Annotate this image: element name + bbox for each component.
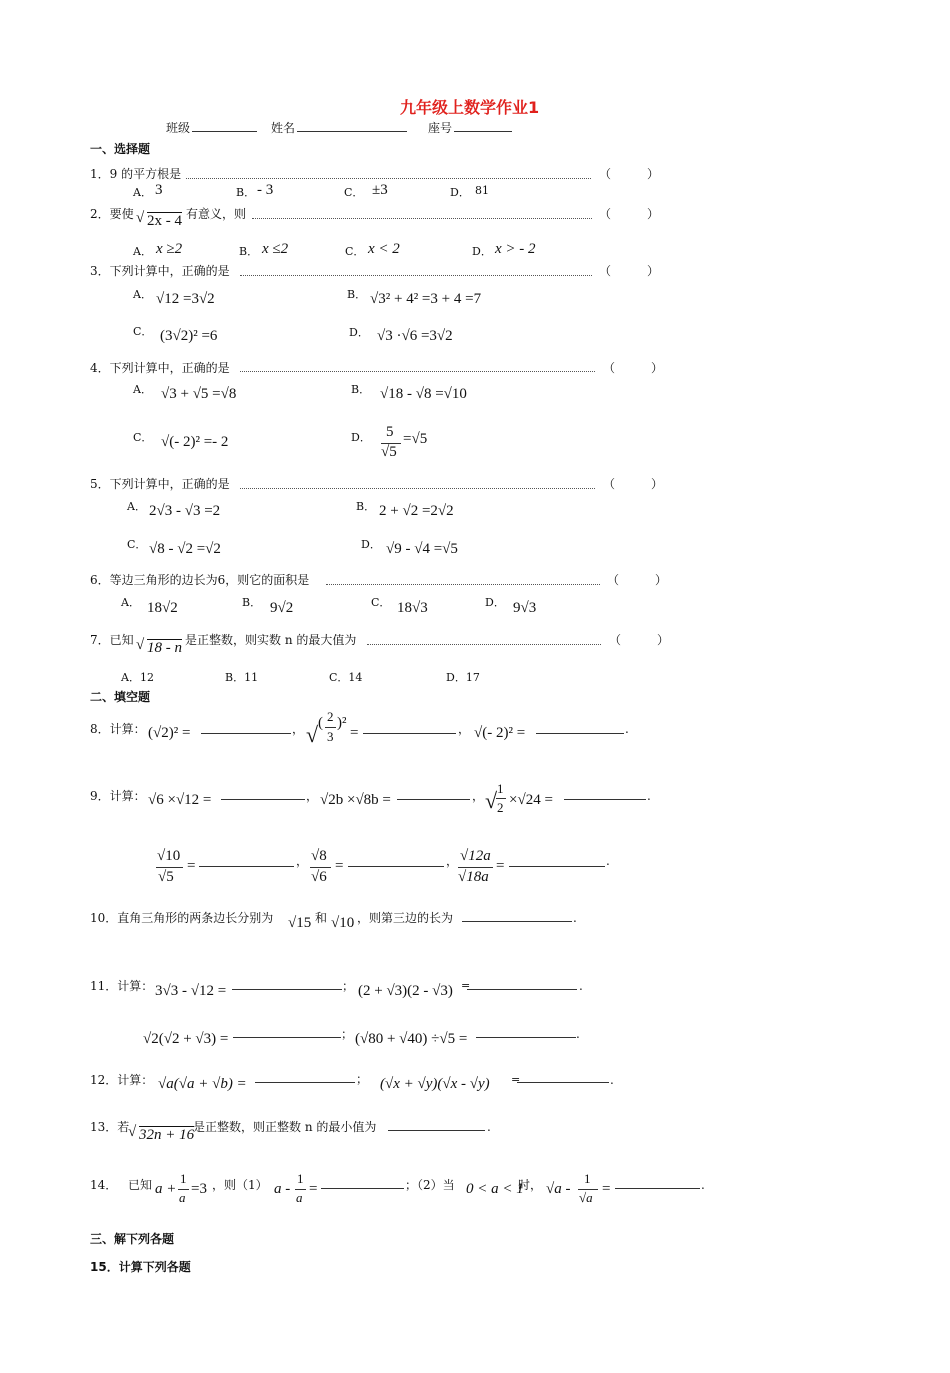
q11-end-1: .	[579, 979, 583, 993]
q1-option-b[interactable]: - 3	[257, 182, 274, 198]
q9-expr-2: √2b ×√8b =	[320, 792, 391, 808]
section-heading-fill: 二、填空题	[90, 690, 151, 704]
q11-expr-4: (√80 + √40) ÷√5 =	[355, 1031, 468, 1047]
q3-option-b-label: B．	[347, 288, 367, 301]
q2-stem: 2．要使	[90, 207, 134, 221]
q14-expr-3-pre: √a -	[546, 1181, 571, 1197]
q6-leader	[326, 584, 600, 585]
q5-option-a-label: A．	[127, 500, 146, 513]
q13-blank[interactable]	[388, 1130, 485, 1131]
q12-blank-1[interactable]	[255, 1082, 355, 1083]
q6-option-b[interactable]: 9√2	[270, 600, 294, 616]
q9-blank-1[interactable]	[221, 799, 305, 800]
q14-expr-2-den: a	[296, 1190, 303, 1205]
q7-tail: 是正整数，则实数 n 的最大值为	[185, 633, 357, 647]
q13-stem: 13．若	[90, 1120, 130, 1134]
q9-expr-5-num: √8	[311, 848, 327, 864]
q10-and: 和	[315, 911, 328, 925]
q7-option-b[interactable]: B．11	[225, 671, 259, 684]
q8-expr-1: (√2)² =	[148, 725, 191, 741]
q14-expr-3-den: √a	[579, 1190, 593, 1205]
q11-label: 11．计算：	[90, 979, 154, 993]
q11-end-2: .	[576, 1027, 580, 1041]
q4-option-c[interactable]: √(- 2)² =- 2	[161, 434, 229, 450]
q6-option-a-label: A．	[121, 596, 140, 609]
q1-option-b-label: B．	[236, 186, 256, 199]
q4-option-d-label: D．	[351, 431, 371, 444]
q4-option-b[interactable]: √18 - √8 =√10	[380, 386, 467, 402]
q4-option-a[interactable]: √3 + √5 =√8	[161, 386, 237, 402]
q14-label: 14．	[90, 1178, 118, 1192]
q9-expr-3-tail: ×√24 =	[509, 792, 553, 808]
q9-expr-5-eq: =	[335, 858, 344, 874]
q14-expr-2-eq: =	[309, 1181, 318, 1197]
q2-tail: 有意义，则	[186, 207, 247, 221]
q9-expr-3-bar	[496, 798, 506, 799]
q7-radicand: 18 - n	[147, 640, 182, 656]
page-title: 九年级上数学作业1	[400, 98, 540, 117]
q14-expr-1-den: a	[179, 1190, 186, 1205]
q9-expr-4-bar	[156, 867, 183, 868]
q14-expr-2-num: 1	[297, 1171, 304, 1186]
q10-text: 10．直角三角形的两条边长分别为	[90, 911, 274, 925]
q11-semicolon-1: ；	[342, 979, 355, 993]
q3-option-c-label: C．	[133, 325, 153, 338]
q9-expr-6-bar	[458, 867, 493, 868]
q7-option-d[interactable]: D．17	[446, 671, 480, 684]
q4-option-a-label: A．	[133, 383, 152, 396]
q2-option-b[interactable]: x ≤2	[262, 241, 289, 257]
q9-expr-3-radical: √	[485, 788, 498, 813]
q14-stem: 已知	[128, 1178, 153, 1192]
q1-option-a-label: A．	[133, 186, 152, 199]
q6-option-c[interactable]: 18√3	[397, 600, 428, 616]
q7-radical-sign: √	[136, 637, 145, 653]
q14-part-2: ；（2）当	[405, 1178, 455, 1192]
seat-label: 座号	[428, 121, 453, 135]
name-field[interactable]	[297, 131, 407, 132]
q4-option-c-label: C．	[133, 431, 153, 444]
q9-expr-1: √6 ×√12 =	[148, 792, 212, 808]
q12-semicolon: ；	[356, 1072, 369, 1086]
q13-tail: 是正整数，则正整数 n 的最小值为	[193, 1120, 377, 1134]
q8-expr-2-bar	[325, 727, 336, 728]
q12-expr-1: √a(√a + √b) =	[158, 1076, 247, 1092]
q14-blank-1[interactable]	[321, 1188, 404, 1189]
q3-answer-paren[interactable]: （ ）	[599, 264, 660, 278]
q8-blank-1[interactable]	[201, 733, 291, 734]
q8-comma-1: ，	[292, 722, 305, 736]
q8-comma-2: ，	[458, 722, 471, 736]
q8-expr-3: √(- 2)² =	[474, 725, 526, 741]
q3-option-a-label: A．	[133, 288, 152, 301]
q10-value-2: √10	[331, 915, 355, 931]
name-label: 姓名	[271, 121, 296, 135]
q8-expr-2-paren-close: )²	[337, 715, 347, 731]
q14-end: .	[701, 1178, 705, 1192]
seat-field[interactable]	[454, 131, 512, 132]
q9-blank-2[interactable]	[397, 799, 470, 800]
q8-blank-3[interactable]	[536, 733, 624, 734]
q8-expr-2-num: 2	[327, 709, 334, 724]
q12-label: 12．计算：	[90, 1073, 154, 1087]
q9-blank-4[interactable]	[199, 866, 294, 867]
q1-option-c-label: C．	[344, 186, 364, 199]
q2-option-d-label: D．	[472, 245, 492, 258]
q1-option-d-label: D．	[450, 186, 470, 199]
q9-expr-4-num: √10	[157, 848, 181, 864]
q10-tail: ，则第三边的长为	[357, 911, 454, 925]
q9-comma-1: ，	[306, 789, 319, 803]
q8-expr-2-eq: =	[350, 725, 359, 741]
q6-answer-paren[interactable]: （ ）	[607, 573, 668, 587]
q13-end: .	[487, 1120, 491, 1134]
q11-expr-2-eq: =	[461, 979, 471, 992]
q8-blank-2[interactable]	[363, 733, 456, 734]
q5-option-d[interactable]: √9 - √4 =√5	[386, 541, 458, 557]
q13-radicand: 32n + 16	[139, 1127, 195, 1143]
class-label: 班级	[166, 121, 191, 135]
q8-expr-2-paren-open: (	[318, 715, 323, 731]
q5-option-c[interactable]: √8 - √2 =√2	[149, 541, 221, 557]
q14-when: 时，	[518, 1178, 543, 1192]
q9-expr-3-den: 2	[497, 800, 504, 815]
q3-option-a[interactable]: √12 =3√2	[156, 291, 215, 307]
q3-option-d[interactable]: √3 ·√6 =3√2	[377, 328, 453, 344]
q2-option-d[interactable]: x > - 2	[495, 241, 536, 257]
q12-expr-2: (√x + √y)(√x - √y)	[380, 1076, 490, 1092]
q6-option-d[interactable]: 9√3	[513, 600, 537, 616]
q6-option-d-label: D．	[485, 596, 505, 609]
q12-expr-2-eq: =	[511, 1073, 521, 1086]
q7-stem: 7．已知	[90, 633, 134, 647]
q2-leader	[252, 218, 592, 219]
q14-expr-2-pre: a -	[274, 1181, 291, 1197]
q10-end: .	[573, 911, 577, 925]
q1-option-d[interactable]: 81	[475, 184, 489, 197]
q9-end-2: .	[606, 854, 610, 868]
q2-option-a-label: A．	[133, 245, 152, 258]
q14-expr-3-num: 1	[584, 1171, 591, 1186]
q11-expr-3: √2(√2 + √3) =	[143, 1031, 229, 1047]
q9-expr-6-eq: =	[496, 858, 505, 874]
q5-stem: 5．下列计算中，正确的是	[90, 477, 230, 491]
q14-blank-2[interactable]	[615, 1188, 700, 1189]
q9-expr-5-bar	[310, 867, 331, 868]
q3-option-d-label: D．	[349, 326, 369, 339]
q5-leader	[240, 488, 595, 489]
q9-expr-4-eq: =	[187, 858, 196, 874]
q1-option-c[interactable]: ±3	[372, 182, 388, 198]
q5-option-d-label: D．	[361, 538, 381, 551]
q5-answer-paren[interactable]: （ ）	[603, 477, 664, 491]
q4-option-d-denominator: √5	[381, 444, 397, 460]
q14-condition: 0 < a < 1	[466, 1181, 524, 1197]
q8-label: 8．计算：	[90, 722, 146, 736]
q4-option-d-result: =√5	[403, 431, 428, 447]
q2-radical-sign: √	[136, 210, 145, 226]
q7-leader	[367, 644, 601, 645]
q7-answer-paren[interactable]: （ ）	[609, 633, 670, 647]
q9-blank-3[interactable]	[564, 799, 646, 800]
q7-option-a[interactable]: A．12	[121, 671, 154, 684]
q11-expr-2: (2 + √3)(2 - √3)	[358, 983, 453, 999]
q3-option-b[interactable]: √3² + 4² =3 + 4 =7	[370, 291, 482, 307]
q11-blank-3[interactable]	[233, 1037, 341, 1038]
q8-end: .	[625, 722, 629, 736]
q5-option-c-label: C．	[127, 538, 147, 551]
q11-expr-1: 3√3 - √12 =	[155, 983, 227, 999]
q4-option-b-label: B．	[351, 383, 371, 396]
q6-option-b-label: B．	[242, 596, 262, 609]
q12-end: .	[610, 1073, 614, 1087]
q3-option-c[interactable]: (3√2)² =6	[160, 328, 218, 344]
q2-option-c-label: C．	[345, 245, 365, 258]
q9-comma-2: ，	[472, 789, 485, 803]
q1-answer-paren[interactable]: （ ）	[599, 167, 660, 181]
q4-answer-paren[interactable]: （ ）	[603, 361, 664, 375]
section-heading-solve: 三、解下列各题	[90, 1232, 175, 1246]
q6-stem: 6．等边三角形的边长为6，则它的面积是	[90, 573, 310, 587]
q7-option-c[interactable]: C．14	[329, 671, 363, 684]
q13-radical-sign: √	[128, 1124, 137, 1140]
q11-blank-4[interactable]	[476, 1037, 576, 1038]
q4-leader	[240, 371, 595, 372]
class-field[interactable]	[192, 131, 257, 132]
q3-leader	[240, 275, 592, 276]
q14-expr-1-pre: a +	[155, 1181, 177, 1197]
q9-expr-6-den: √18a	[458, 869, 489, 885]
q9-expr-5-den: √6	[311, 869, 327, 885]
q4-option-d-numerator[interactable]: 5	[386, 424, 394, 440]
q1-option-a[interactable]: 3	[155, 182, 163, 198]
section-heading-choice: 一、选择题	[90, 142, 151, 156]
q1-stem: 1．9 的平方根是	[90, 167, 182, 181]
q14-expr-1-num: 1	[180, 1171, 187, 1186]
q6-option-a[interactable]: 18√2	[147, 600, 178, 616]
q6-option-c-label: C．	[371, 596, 391, 609]
q9-blank-5[interactable]	[348, 866, 444, 867]
q2-option-c[interactable]: x < 2	[368, 241, 400, 257]
q2-option-a[interactable]: x ≥2	[156, 241, 183, 257]
q11-semicolon-2: ；	[341, 1027, 354, 1041]
q8-expr-2-radical: √	[306, 722, 319, 747]
q9-expr-4-den: √5	[158, 869, 174, 885]
q11-blank-1[interactable]	[232, 989, 342, 990]
q2-option-b-label: B．	[239, 245, 259, 258]
q4-stem: 4．下列计算中，正确的是	[90, 361, 230, 375]
q1-leader	[186, 178, 591, 179]
q14-part-1: ，则（1）	[212, 1178, 268, 1192]
q11-blank-2[interactable]	[467, 989, 577, 990]
q14-expr-1-eq: =3	[191, 1181, 207, 1197]
q9-expr-6-num: √12a	[460, 848, 491, 864]
q5-option-b[interactable]: 2 + √2 =2√2	[379, 503, 454, 519]
q9-blank-6[interactable]	[509, 866, 605, 867]
q9-end-1: .	[647, 789, 651, 803]
q9-expr-3-num: 1	[497, 781, 504, 796]
q12-blank-2[interactable]	[517, 1082, 609, 1083]
q15-heading: 15．计算下列各题	[90, 1260, 191, 1274]
q8-expr-2-den: 3	[327, 729, 334, 744]
q5-option-a[interactable]: 2√3 - √3 =2	[149, 503, 221, 519]
q9-comma-4: ，	[446, 854, 459, 868]
q3-stem: 3．下列计算中，正确的是	[90, 264, 230, 278]
q2-answer-paren[interactable]: （ ）	[599, 207, 660, 221]
q5-option-b-label: B．	[356, 500, 376, 513]
q9-comma-3: ，	[296, 854, 309, 868]
q10-blank[interactable]	[462, 921, 572, 922]
q14-expr-3-eq: =	[602, 1181, 611, 1197]
q9-label: 9．计算：	[90, 789, 146, 803]
q10-value-1: √15	[288, 915, 312, 931]
q2-radicand: 2x - 4	[147, 213, 182, 229]
